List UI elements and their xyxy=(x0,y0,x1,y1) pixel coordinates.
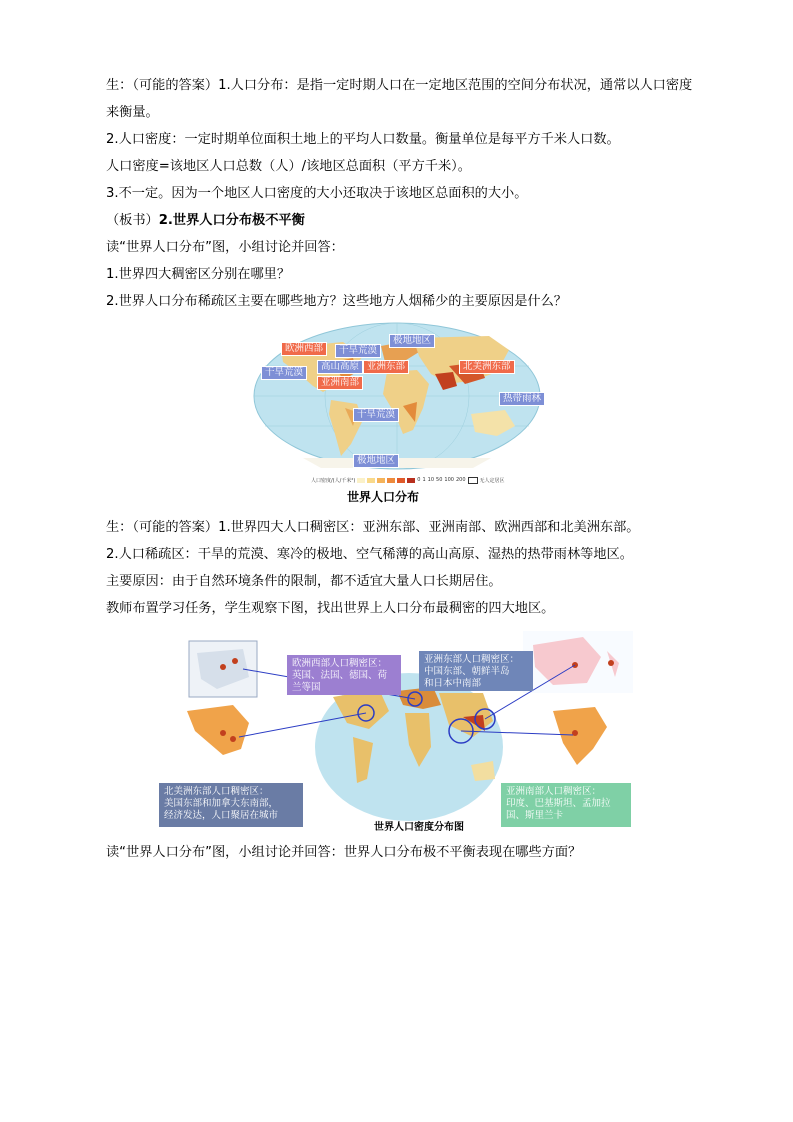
figure-2-caption: 世界人口密度分布图 xyxy=(374,822,464,833)
legend-tick-3: 50 xyxy=(436,477,443,483)
legend-swatch-4 xyxy=(397,478,405,483)
legend-note: 无人定居区 xyxy=(479,477,505,484)
legend-swatch-3 xyxy=(387,478,395,483)
europe-west-box: 欧洲西部人口稠密区： 英国、法国、德国、荷 兰等国 xyxy=(287,655,401,695)
final-question: 读“世界人口分布”图，小组讨论并回答：世界人口分布极不平衡表现在哪些方面？ xyxy=(106,845,582,860)
board-prefix: （板书） xyxy=(106,213,159,228)
label-na-east: 北美洲东部 xyxy=(459,360,515,374)
legend-tick-5: 200 xyxy=(455,477,466,483)
legend-title: 人口密度/(人/千米²) xyxy=(311,477,356,484)
legend-tick-1: 1 xyxy=(422,477,426,483)
paragraph-2: 2.人口密度：一定时期单位面积土地上的平均人口数量。衡量单位是每平方千米人口数。 xyxy=(106,132,620,147)
answer-2: 2.人口稀疏区：干旱的荒漠、寒冷的极地、空气稀薄的高山高原、湿热的热带雨林等地区。 xyxy=(106,547,633,562)
north-america-box: 北美洲东部人口稠密区： 美国东部和加拿大东南部， 经济发达，人口聚居在城市 xyxy=(159,783,303,827)
paragraph-1-line-2: 来衡量。 xyxy=(106,105,159,120)
board-heading xyxy=(106,212,305,230)
legend-tick-0: 0 xyxy=(417,477,421,483)
label-desert-west: 干旱荒漠 xyxy=(261,366,307,380)
question-2: 2.世界人口分布稀疏区主要在哪些地方？这些地方人烟稀少的主要原因是什么？ xyxy=(106,294,567,309)
question-1: 1.世界四大稠密区分别在哪里？ xyxy=(106,267,291,282)
population-density-figure xyxy=(164,627,636,835)
label-desert-north: 干旱荒漠 xyxy=(335,344,381,358)
board-heading-text: 2.世界人口分布极不平衡 xyxy=(158,213,305,228)
legend-tick-4: 100 xyxy=(444,477,454,483)
legend-swatch-2 xyxy=(377,478,385,483)
label-asia-south: 亚洲南部 xyxy=(317,376,363,390)
legend-swatch-0 xyxy=(357,478,365,483)
figure-1-caption: 世界人口分布 xyxy=(347,490,420,504)
paragraph-6: 读“世界人口分布”图，小组讨论并回答： xyxy=(106,240,344,255)
label-asia-east: 亚洲东部 xyxy=(363,360,409,374)
world-population-map xyxy=(253,322,541,484)
map-legend xyxy=(311,474,505,486)
label-desert-south: 干旱荒漠 xyxy=(353,408,399,422)
label-europe-west: 欧洲西部 xyxy=(281,342,327,356)
asia-south-box: 亚洲南部人口稠密区： 印度、巴基斯坦、孟加拉 国、斯里兰卡 xyxy=(501,783,631,827)
legend-tick-2: 10 xyxy=(427,477,435,483)
answer-1: 生：（可能的答案）1.世界四大人口稠密区：亚洲东部、亚洲南部、欧洲西部和北美洲东部。 xyxy=(106,520,640,535)
label-plateau: 高山高原 xyxy=(317,360,363,374)
teacher-task: 教师布置学习任务，学生观察下图，找出世界上人口分布最稠密的四大地区。 xyxy=(106,601,555,616)
label-polar-south: 极地地区 xyxy=(353,454,399,468)
paragraph-3: 人口密度=该地区人口总数（人）/该地区总面积（平方千米）。 xyxy=(106,159,471,174)
paragraph-4: 3.不一定。因为一个地区人口密度的大小还取决于该地区总面积的大小。 xyxy=(106,186,528,201)
legend-swatch-5 xyxy=(407,478,415,483)
answer-3: 主要原因：由于自然环境条件的限制，都不适宜大量人口长期居住。 xyxy=(106,574,502,589)
label-polar-north: 极地地区 xyxy=(389,334,435,348)
label-rainforest: 热带雨林 xyxy=(499,392,545,406)
legend-empty-swatch xyxy=(468,477,478,484)
paragraph-1-line-1: 生：（可能的答案）1.人口分布：是指一定时期人口在一定地区范围的空间分布状况，通常以人口密度 xyxy=(106,78,693,93)
legend-swatch-1 xyxy=(367,478,375,483)
asia-east-box: 亚洲东部人口稠密区： 中国东部、朝鲜半岛 和日本中南部 xyxy=(419,651,533,691)
